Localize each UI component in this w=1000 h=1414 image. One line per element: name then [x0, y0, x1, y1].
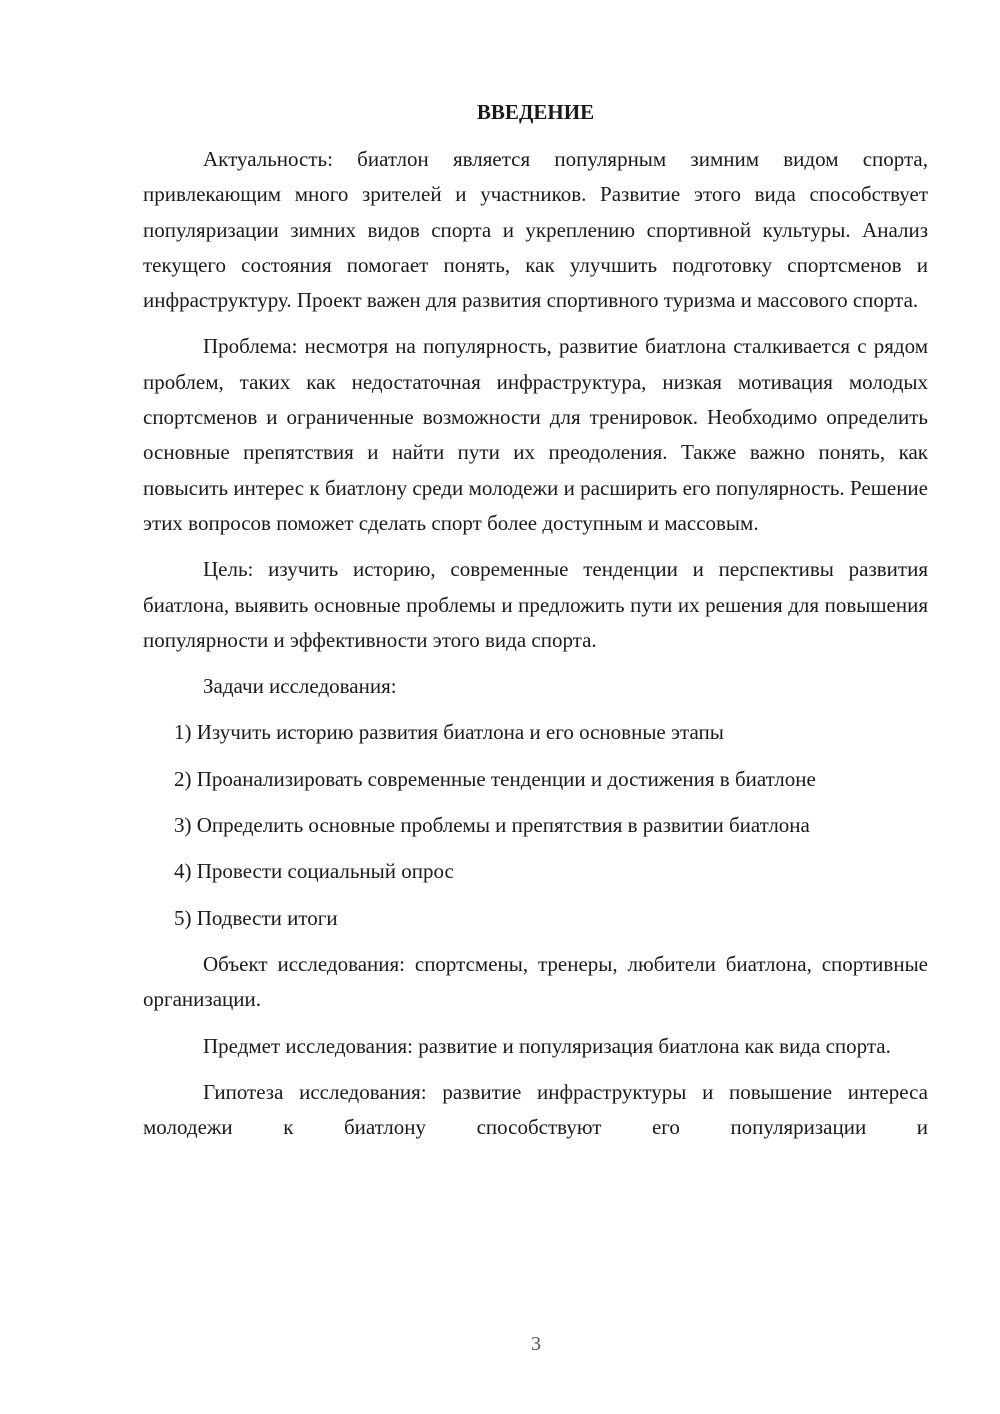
paragraph-object: Объект исследования: спортсмены, тренеры, любители биатлона, спортивные организации. — [143, 951, 928, 1012]
task-item-3: 3) Определить основные проблемы и препятствия в развитии биатлона — [174, 813, 810, 838]
task-item-4: 4) Провести социальный опрос — [174, 859, 454, 884]
tasks-heading: Задачи исследования: — [203, 674, 397, 699]
section-title: ВВЕДЕНИЕ — [476, 100, 595, 124]
task-item-2: 2) Проанализировать современные тенденции и достижения в биатлоне — [174, 766, 816, 791]
task-item-1: 1) Изучить историю развития биатлона и его основные этапы — [174, 720, 724, 745]
paragraph-subject: Предмет исследования: развитие и популяризация биатлона как вида спорта. — [203, 1033, 891, 1058]
paragraph-problem: Проблема: несмотря на популярность, развитие биатлона сталкивается с рядом проблем, таких как недостаточная инфраструктура, низкая мотивация молодых спортсменов и ограниченные возможности для тренировок. Необходимо определить основные препятствия и найти пути их преодоления. Также важно понять, как повысить интерес к биатлону среди молодежи и расширить его популярность. Решение этих вопросов поможет сделать спорт более доступным и массовым. — [143, 334, 928, 535]
paragraph-relevance: Актуальность: биатлон является популярным зимним видом спорта, привлекающим много зрителей и участников. Развитие этого вида способствует популяризации зимних видов спорта и укреплению спортивной культуры. Анализ текущего состояния помогает понять, как улучшить подготовку спортсменов и инфраструктуру. Проект важен для развития спортивного туризма и массового спорта. — [143, 147, 928, 313]
task-item-5: 5) Подвести итоги — [174, 905, 338, 930]
paragraph-goal: Цель: изучить историю, современные тенденции и перспективы развития биатлона, выявить основные проблемы и предложить пути их решения для повышения популярности и эффективности этого вида спорта. — [143, 557, 928, 652]
page-number: 3 — [531, 1333, 541, 1355]
paragraph-hypothesis: Гипотеза исследования: развитие инфраструктуры и повышение интереса молодежи к биатлону способствуют его популяризации и — [143, 1079, 928, 1140]
page-content — [143, 95, 928, 1156]
